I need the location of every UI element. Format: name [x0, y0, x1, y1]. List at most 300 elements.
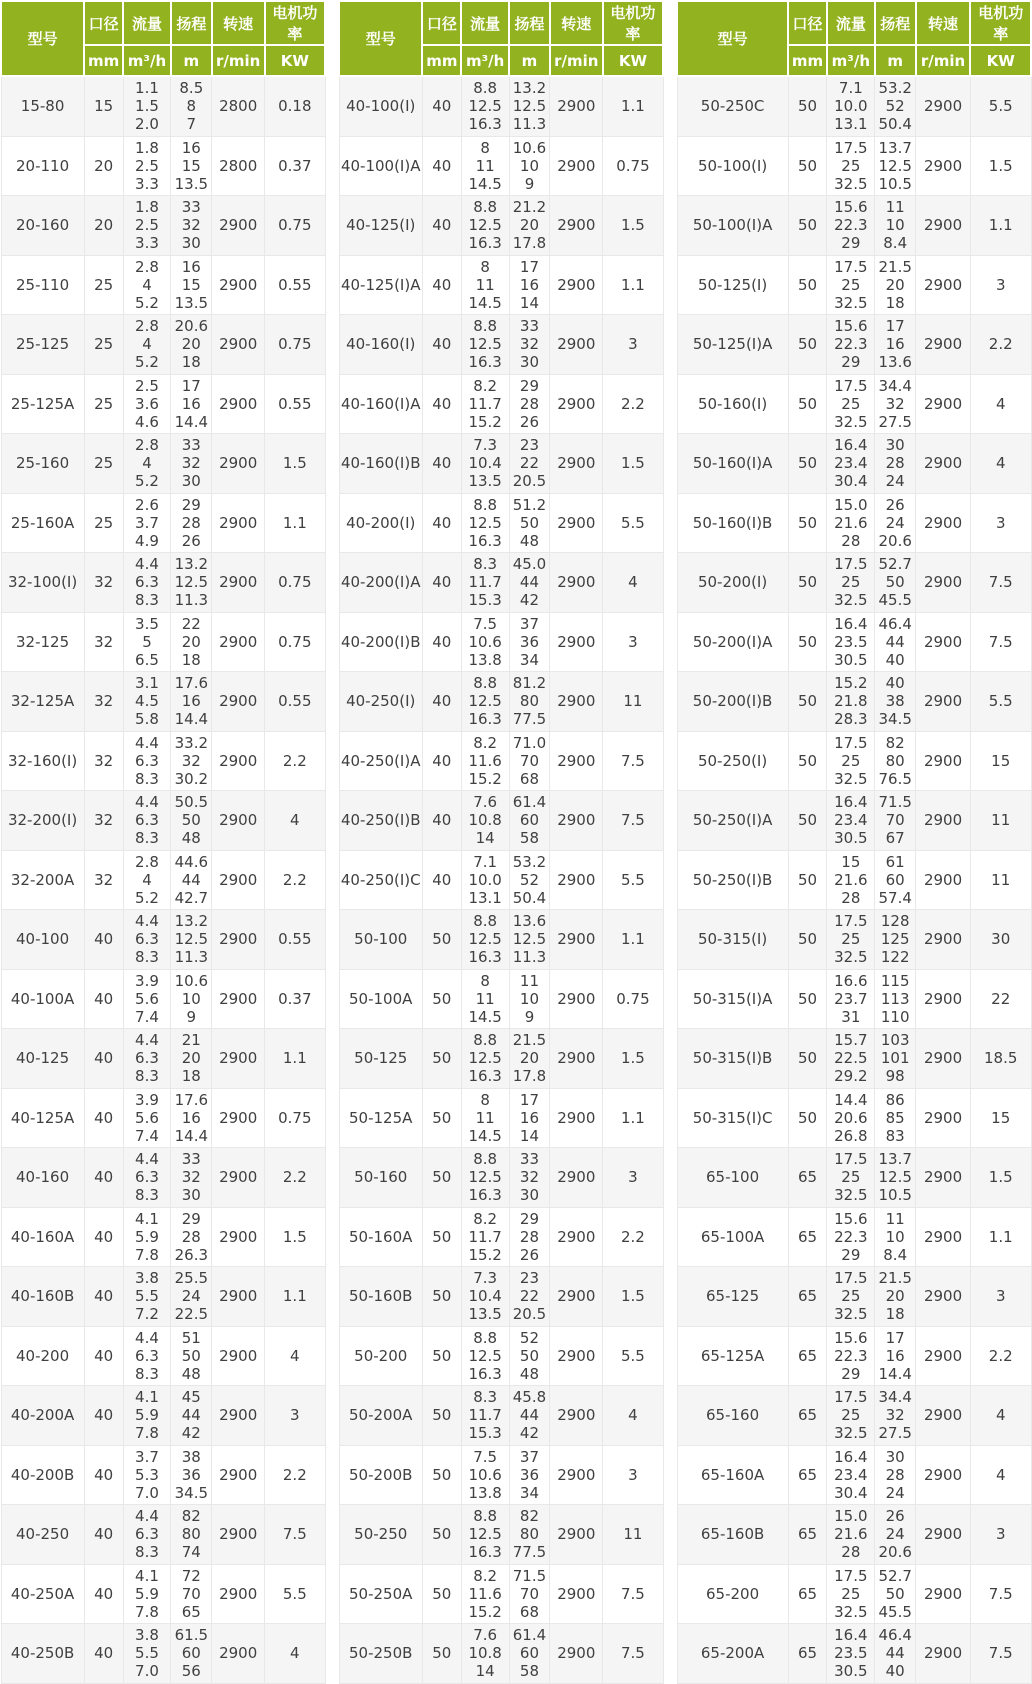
head-cell: [171, 1267, 212, 1327]
diameter-cell: 50: [422, 1029, 461, 1089]
spec-table-2: [338, 0, 664, 1684]
head-cell-value: 44: [519, 1406, 540, 1425]
diameter-cell: 40: [84, 1505, 123, 1565]
power-cell: 4: [265, 1624, 325, 1684]
head-cell-value: 13.7: [878, 138, 912, 157]
speed-cell: 2900: [550, 1148, 603, 1208]
head-cell-value: 125: [880, 930, 910, 949]
diameter-cell: 40: [84, 1326, 123, 1386]
head-cell: [171, 196, 212, 256]
flow-cell-value: 17.5: [834, 912, 868, 931]
diameter-cell: 40: [84, 1267, 123, 1327]
head-cell: [875, 1148, 916, 1208]
speed-cell: 2900: [550, 910, 603, 970]
flow-cell-value: 5.2: [135, 888, 159, 907]
model-cell: 50-160B: [339, 1267, 422, 1327]
table-row: [1, 196, 325, 256]
flow-cell-value: 14.5: [468, 1126, 502, 1145]
model-cell: 40-160: [1, 1148, 84, 1208]
unit-header-rmin: r/min: [916, 45, 971, 76]
head-cell-value: 33: [181, 198, 201, 217]
diameter-cell: 25: [84, 434, 123, 494]
head-cell-value: 30: [519, 1186, 540, 1205]
table-row: [1, 1088, 325, 1148]
head-cell-value: 28: [181, 1227, 201, 1246]
model-cell: 50-100A: [339, 969, 422, 1029]
power-cell: 7.5: [265, 1505, 325, 1565]
flow-cell-value: 5.6: [135, 1108, 159, 1127]
table-row: [1, 493, 325, 553]
power-cell: 3: [603, 315, 663, 375]
power-cell: 11: [603, 1505, 663, 1565]
head-cell-value: 34.5: [878, 710, 912, 729]
head-cell-value: 20: [181, 1049, 201, 1068]
table-row: [339, 434, 663, 494]
head-cell-value: 9: [524, 1007, 535, 1026]
table-row: [339, 1564, 663, 1624]
flow-cell-value: 11: [475, 275, 495, 294]
power-cell: 30: [970, 910, 1031, 970]
speed-cell: 2900: [916, 136, 971, 196]
flow-cell-value: 32.5: [834, 412, 868, 431]
head-cell: [509, 1445, 550, 1505]
flow-cell-value: 32.5: [834, 1424, 868, 1443]
flow-cell-value: 8.8: [473, 495, 498, 514]
flow-cell-value: 17.5: [834, 1388, 868, 1407]
head-cell: [875, 1624, 916, 1684]
head-cell-value: 36: [181, 1465, 201, 1484]
model-cell: 32-100(I): [1, 553, 84, 613]
flow-cell-value: 2.5: [135, 216, 159, 235]
speed-cell: 2900: [916, 1564, 971, 1624]
head-cell: [875, 315, 916, 375]
diameter-cell: 32: [84, 791, 123, 851]
head-cell-value: 48: [519, 531, 540, 550]
model-cell: 50-250B: [339, 1624, 422, 1684]
flow-cell-value: 8.8: [473, 79, 498, 98]
head-cell: [171, 672, 212, 732]
head-cell-value: 10: [181, 989, 201, 1008]
flow-cell-value: 22.3: [834, 1227, 868, 1246]
flow-cell-value: 15: [841, 852, 861, 871]
flow-cell-value: 8: [480, 971, 490, 990]
unit-header-mm: mm: [788, 45, 827, 76]
diameter-cell: 50: [422, 1505, 461, 1565]
power-cell: 7.5: [603, 1624, 663, 1684]
head-cell: [509, 1564, 550, 1624]
head-cell-value: 9: [186, 1007, 197, 1026]
flow-cell-value: 5.3: [135, 1465, 159, 1484]
flow-cell: [827, 1564, 875, 1624]
flow-cell-value: 15.2: [834, 674, 868, 693]
table-row: [339, 374, 663, 434]
power-cell: 15: [970, 731, 1031, 791]
power-cell: 1.1: [265, 493, 325, 553]
model-cell: 15-80: [1, 76, 84, 136]
head-cell-value: 101: [880, 1049, 910, 1068]
head-cell-value: 80: [885, 751, 905, 770]
head-cell: [509, 1326, 550, 1386]
head-cell-value: 82: [519, 1507, 540, 1526]
head-cell-value: 53.2: [512, 852, 547, 871]
head-cell-value: 20: [519, 1049, 540, 1068]
head-cell-value: 10.6: [512, 138, 547, 157]
flow-cell-value: 4.4: [135, 555, 159, 574]
flow-cell-value: 4.5: [135, 692, 159, 711]
flow-cell: [827, 136, 875, 196]
head-cell-value: 45.5: [878, 1602, 912, 1621]
flow-cell-value: 8: [480, 138, 490, 157]
diameter-cell: 50: [788, 910, 827, 970]
model-cell: 50-160(I)A: [677, 434, 788, 494]
power-cell: 2.2: [603, 1207, 663, 1267]
flow-cell: [827, 1386, 875, 1446]
flow-cell: [827, 969, 875, 1029]
col-header-diameter: 口径: [422, 1, 461, 45]
table-row: [677, 1445, 1031, 1505]
speed-cell: 2900: [916, 1386, 971, 1446]
flow-cell: [827, 1326, 875, 1386]
flow-cell-value: 8.3: [473, 555, 498, 574]
table-row: [339, 136, 663, 196]
model-cell: 40-160A: [1, 1207, 84, 1267]
speed-cell: 2900: [550, 1326, 603, 1386]
table-row: [677, 850, 1031, 910]
flow-cell-value: 32.5: [834, 591, 868, 610]
flow-cell: [461, 76, 509, 136]
speed-cell: 2900: [550, 1564, 603, 1624]
head-cell-value: 22: [519, 1287, 540, 1306]
head-cell-value: 7: [186, 115, 197, 134]
flow-cell-value: 17.5: [834, 1566, 868, 1585]
head-cell-value: 80: [519, 1525, 540, 1544]
head-cell-value: 10: [885, 216, 905, 235]
head-cell-value: 70: [885, 811, 905, 830]
flow-cell-value: 21.6: [834, 513, 868, 532]
diameter-cell: 40: [84, 910, 123, 970]
speed-cell: 2900: [212, 493, 265, 553]
flow-cell-value: 3.8: [135, 1626, 159, 1645]
speed-cell: 2900: [916, 1207, 971, 1267]
head-cell-value: 14.4: [174, 1126, 209, 1145]
flow-cell-value: 32.5: [834, 1186, 868, 1205]
flow-cell-value: 32.5: [834, 1305, 868, 1324]
flow-cell-value: 12.5: [468, 930, 502, 949]
flow-cell-value: 10.6: [468, 632, 502, 651]
head-cell-value: 13.5: [174, 293, 209, 312]
head-cell-value: 46.4: [878, 1626, 912, 1645]
head-cell-value: 16: [885, 335, 905, 354]
speed-cell: 2900: [212, 1445, 265, 1505]
flow-cell-value: 4.4: [135, 793, 159, 812]
head-cell-value: 24: [181, 1287, 201, 1306]
model-cell: 50-315(I): [677, 910, 788, 970]
model-cell: 40-200: [1, 1326, 84, 1386]
power-cell: 1.1: [265, 1267, 325, 1327]
flow-cell-value: 8.3: [135, 1364, 159, 1383]
flow-cell-value: 6.3: [135, 1168, 159, 1187]
diameter-cell: 25: [84, 493, 123, 553]
head-cell: [875, 731, 916, 791]
flow-cell-value: 4.4: [135, 1507, 159, 1526]
flow-cell: [827, 1624, 875, 1684]
speed-cell: 2900: [550, 1207, 603, 1267]
flow-cell-value: 12.5: [468, 692, 502, 711]
flow-cell-value: 16.3: [468, 1067, 502, 1086]
head-cell-value: 14.4: [174, 412, 209, 431]
flow-cell-value: 11.7: [468, 394, 502, 413]
head-cell: [171, 315, 212, 375]
power-cell: 7.5: [603, 731, 663, 791]
head-cell-value: 8.5: [179, 79, 204, 98]
flow-cell-value: 12.5: [468, 1525, 502, 1544]
flow-cell-value: 16.6: [834, 971, 868, 990]
flow-cell-value: 2.8: [135, 436, 159, 455]
flow-cell-value: 5.5: [135, 1644, 159, 1663]
col-header-flow: 流量: [461, 1, 509, 45]
head-cell-value: 20.6: [174, 317, 209, 336]
head-cell-value: 17: [885, 317, 905, 336]
speed-cell: 2800: [212, 76, 265, 136]
head-cell-value: 10: [519, 989, 540, 1008]
table-row: [339, 850, 663, 910]
flow-cell-value: 28: [841, 531, 861, 550]
flow-cell: [461, 1564, 509, 1624]
head-cell-value: 33: [519, 317, 540, 336]
col-header-model: 型号: [677, 1, 788, 76]
flow-cell: [123, 374, 171, 434]
power-cell: 2.2: [970, 1326, 1031, 1386]
power-cell: 3: [970, 1267, 1031, 1327]
flow-cell-value: 8.2: [473, 1209, 498, 1228]
flow-cell-value: 6.3: [135, 811, 159, 830]
head-cell-value: 33: [519, 1150, 540, 1169]
model-cell: 50-125(I): [677, 255, 788, 315]
flow-cell: [123, 1267, 171, 1327]
power-cell: 2.2: [265, 1148, 325, 1208]
head-cell-value: 13.6: [512, 912, 547, 931]
flow-cell: [123, 315, 171, 375]
speed-cell: 2900: [212, 1148, 265, 1208]
flow-cell: [461, 1267, 509, 1327]
speed-cell: 2800: [212, 136, 265, 196]
flow-cell: [827, 315, 875, 375]
flow-cell: [123, 1445, 171, 1505]
head-cell-value: 61: [885, 852, 905, 871]
model-cell: 40-200(I)B: [339, 612, 422, 672]
flow-cell-value: 29: [841, 353, 861, 372]
flow-cell-value: 17.5: [834, 138, 868, 157]
model-cell: 40-250(I)A: [339, 731, 422, 791]
head-cell-value: 12.5: [878, 156, 912, 175]
head-cell-value: 61.5: [174, 1626, 209, 1645]
table-row: [677, 1624, 1031, 1684]
col-header-speed: 转速: [916, 1, 971, 45]
model-cell: 32-125A: [1, 672, 84, 732]
flow-cell: [123, 791, 171, 851]
speed-cell: 2900: [212, 315, 265, 375]
head-cell-value: 26: [519, 412, 540, 431]
head-cell-value: 46.4: [878, 614, 912, 633]
head-cell-value: 86: [885, 1090, 905, 1109]
speed-cell: 2900: [550, 374, 603, 434]
diameter-cell: 40: [84, 1445, 123, 1505]
flow-cell-value: 16.3: [468, 948, 502, 967]
power-cell: 4: [265, 791, 325, 851]
table-row: [1, 553, 325, 613]
head-cell: [171, 1624, 212, 1684]
head-cell-value: 51: [181, 1328, 201, 1347]
flow-cell-value: 15.6: [834, 317, 868, 336]
speed-cell: 2900: [916, 791, 971, 851]
diameter-cell: 40: [422, 374, 461, 434]
flow-cell-value: 7.4: [135, 1007, 159, 1026]
diameter-cell: 15: [84, 76, 123, 136]
head-cell-value: 40: [885, 674, 905, 693]
diameter-cell: 50: [422, 1326, 461, 1386]
head-cell-value: 74: [181, 1543, 201, 1562]
head-cell: [875, 672, 916, 732]
head-cell-value: 44: [885, 1644, 905, 1663]
diameter-cell: 50: [788, 434, 827, 494]
head-cell: [875, 76, 916, 136]
diameter-cell: 50: [788, 731, 827, 791]
diameter-cell: 40: [422, 255, 461, 315]
flow-cell-value: 13.5: [468, 1305, 502, 1324]
flow-cell-value: 32.5: [834, 174, 868, 193]
head-cell-value: 40: [885, 1662, 905, 1681]
speed-cell: 2900: [916, 1326, 971, 1386]
table-row: [677, 434, 1031, 494]
power-cell: 1.1: [603, 255, 663, 315]
flow-cell-value: 15.6: [834, 1209, 868, 1228]
head-cell-value: 18: [181, 1067, 201, 1086]
head-cell-value: 18: [885, 293, 905, 312]
flow-cell-value: 15.2: [468, 769, 502, 788]
head-cell: [509, 493, 550, 553]
diameter-cell: 40: [84, 1386, 123, 1446]
model-cell: 50-200A: [339, 1386, 422, 1446]
flow-cell: [827, 553, 875, 613]
flow-cell-value: 8.8: [473, 674, 498, 693]
head-cell-value: 44: [181, 870, 201, 889]
diameter-cell: 65: [788, 1207, 827, 1267]
flow-cell-value: 3.7: [135, 1447, 159, 1466]
flow-cell: [461, 791, 509, 851]
flow-cell: [461, 672, 509, 732]
flow-cell-value: 2.8: [135, 852, 159, 871]
table-row: [1, 1207, 325, 1267]
head-cell-value: 11.3: [512, 115, 547, 134]
head-cell-value: 24: [885, 1525, 905, 1544]
head-cell-value: 58: [519, 1662, 540, 1681]
head-cell-value: 42: [519, 591, 540, 610]
diameter-cell: 40: [84, 1148, 123, 1208]
model-cell: 40-250(I): [339, 672, 422, 732]
spec-table-3: [676, 0, 1032, 1684]
head-cell: [509, 76, 550, 136]
diameter-cell: 65: [788, 1148, 827, 1208]
flow-cell-value: 31: [841, 1007, 861, 1026]
model-cell: 50-160(I): [677, 374, 788, 434]
flow-cell: [123, 612, 171, 672]
flow-cell-value: 8.8: [473, 912, 498, 931]
flow-cell-value: 32.5: [834, 948, 868, 967]
flow-cell-value: 3.9: [135, 971, 159, 990]
table-row: [1, 315, 325, 375]
power-cell: 11: [970, 850, 1031, 910]
head-cell-value: 37: [519, 1447, 540, 1466]
head-cell: [171, 136, 212, 196]
flow-cell-value: 10.4: [468, 1287, 502, 1306]
head-cell-value: 80: [181, 1525, 201, 1544]
power-cell: 18.5: [970, 1029, 1031, 1089]
head-cell-value: 42: [519, 1424, 540, 1443]
power-cell: 1.1: [265, 1029, 325, 1089]
flow-cell-value: 12.5: [468, 216, 502, 235]
flow-cell-value: 6.3: [135, 573, 159, 592]
head-cell-value: 32: [519, 335, 540, 354]
head-cell: [875, 1207, 916, 1267]
flow-cell-value: 10.8: [468, 1644, 502, 1663]
head-cell-value: 12.5: [878, 1168, 912, 1187]
diameter-cell: 40: [84, 1564, 123, 1624]
diameter-cell: 40: [422, 196, 461, 256]
flow-cell: [827, 612, 875, 672]
flow-cell-value: 12.5: [468, 1346, 502, 1365]
head-cell: [875, 1564, 916, 1624]
head-cell: [509, 969, 550, 1029]
flow-cell-value: 7.1: [838, 79, 863, 98]
flow-cell-value: 8.8: [473, 317, 498, 336]
head-cell-value: 33.2: [174, 733, 209, 752]
speed-cell: 2900: [916, 1267, 971, 1327]
model-cell: 40-200(I): [339, 493, 422, 553]
flow-cell: [123, 553, 171, 613]
flow-cell-value: 4.1: [135, 1209, 159, 1228]
flow-cell: [827, 1029, 875, 1089]
head-cell-value: 51.2: [512, 495, 547, 514]
speed-cell: 2900: [212, 910, 265, 970]
flow-cell-value: 22.3: [834, 216, 868, 235]
head-cell-value: 17.8: [512, 234, 547, 253]
power-cell: 1.1: [603, 76, 663, 136]
speed-cell: 2900: [916, 1505, 971, 1565]
head-cell: [875, 255, 916, 315]
flow-cell: [461, 1029, 509, 1089]
speed-cell: 2900: [212, 1564, 265, 1624]
head-cell: [509, 315, 550, 375]
flow-cell-value: 29.2: [834, 1067, 868, 1086]
power-cell: 5.5: [970, 672, 1031, 732]
speed-cell: 2900: [212, 1029, 265, 1089]
speed-cell: 2900: [916, 255, 971, 315]
speed-cell: 2900: [916, 969, 971, 1029]
head-cell-value: 76.5: [878, 769, 912, 788]
model-cell: 65-100A: [677, 1207, 788, 1267]
flow-cell-value: 30.5: [834, 1662, 868, 1681]
flow-cell-value: 16.4: [834, 793, 868, 812]
power-cell: 1.5: [603, 1267, 663, 1327]
flow-cell-value: 30.5: [834, 829, 868, 848]
head-cell-value: 9: [524, 174, 535, 193]
head-cell-value: 20.6: [878, 1543, 912, 1562]
head-cell-value: 20.6: [878, 531, 912, 550]
model-cell: 50-100(I): [677, 136, 788, 196]
flow-cell-value: 7.3: [473, 1269, 498, 1288]
power-cell: 1.5: [603, 1029, 663, 1089]
flow-cell-value: 2.8: [135, 317, 159, 336]
